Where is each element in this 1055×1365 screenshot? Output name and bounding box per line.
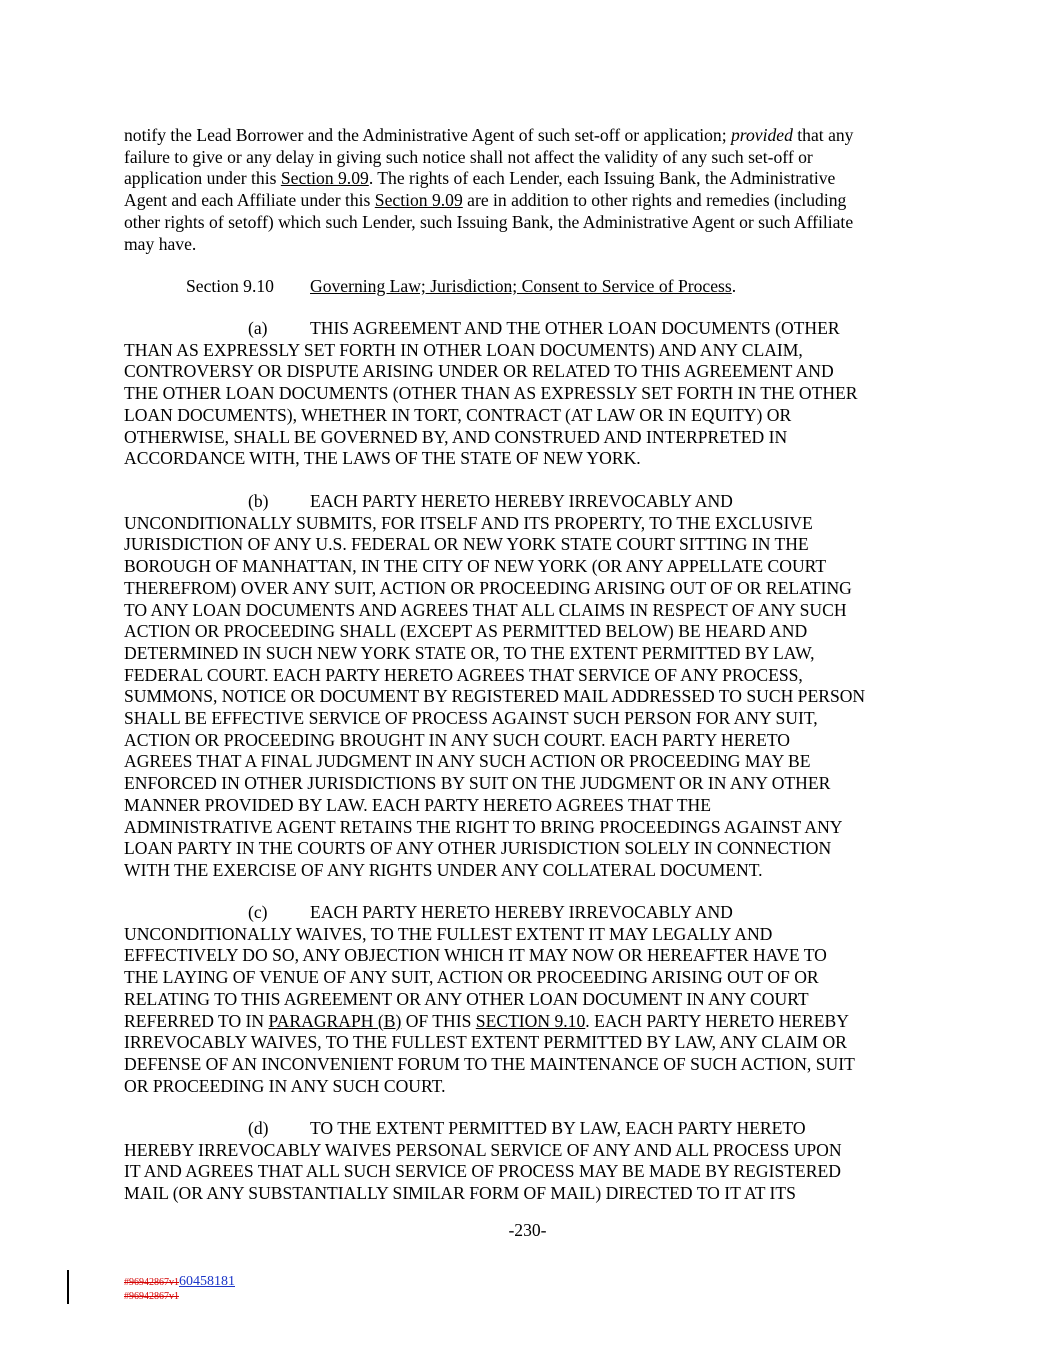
text-line: THE LAYING OF VENUE OF ANY SUIT, ACTION OR PROCEEDING ARISING OUT OF OR xyxy=(124,967,819,988)
paragraph-a xyxy=(124,318,930,470)
text-line: IRREVOCABLY WAIVES, TO THE FULLEST EXTENT PERMITTED BY LAW, ANY CLAIM OR xyxy=(124,1032,847,1053)
paragraph-label: (d) xyxy=(248,1118,269,1138)
text-line: LOAN PARTY IN THE COURTS OF ANY OTHER JURISDICTION SOLELY IN CONNECTION xyxy=(124,838,832,859)
text-line: MAIL (OR ANY SUBSTANTIALLY SIMILAR FORM OF MAIL) DIRECTED TO IT AT ITS xyxy=(124,1183,796,1204)
text-line: other rights of setoff) which such Lender, such Issuing Bank, the Administrative Agent or such Affiliate xyxy=(124,211,854,232)
text-line: REFERRED TO IN PARAGRAPH (B) OF THIS SECTION 9.10. EACH PARTY HERETO HEREBY xyxy=(124,1010,849,1031)
section-ref: Section 9.09 xyxy=(374,190,463,211)
paragraph-d xyxy=(124,1118,930,1205)
section-title: Governing Law; Jurisdiction; Consent to Service of Process xyxy=(310,276,732,296)
text-line: application under this Section 9.09. The rights of each Lender, each Issuing Bank, the Administrative xyxy=(124,168,836,189)
paragraph-c xyxy=(124,902,930,1097)
text-line: ACTION OR PROCEEDING SHALL (EXCEPT AS PERMITTED BELOW) BE HEARD AND xyxy=(124,621,808,642)
text-line: BOROUGH OF MANHATTAN, IN THE CITY OF NEW YORK (OR ANY APPELLATE COURT xyxy=(124,556,827,577)
text-line: TO ANY LOAN DOCUMENTS AND AGREES THAT ALL CLAIMS IN RESPECT OF ANY SUCH xyxy=(124,599,847,620)
text-line: SHALL BE EFFECTIVE SERVICE OF PROCESS AGAINST SUCH PERSON FOR ANY SUIT, xyxy=(124,708,818,729)
text-line: CONTROVERSY OR DISPUTE ARISING UNDER OR RELATED TO THIS AGREEMENT AND xyxy=(124,361,834,382)
text-line: OR PROCEEDING IN ANY SUCH COURT. xyxy=(124,1075,446,1096)
text-line: (c) EACH PARTY HERETO HEREBY IRREVOCABLY AND xyxy=(248,902,733,922)
section-number: Section 9.10 xyxy=(186,276,274,296)
text-line: LOAN DOCUMENTS), WHETHER IN TORT, CONTRACT (AT LAW OR IN EQUITY) OR xyxy=(124,404,792,425)
text-line: THAN AS EXPRESSLY SET FORTH IN OTHER LOAN DOCUMENTS) AND ANY CLAIM, xyxy=(124,339,803,360)
text-line: Agent and each Affiliate under this Section 9.09 are in addition to other rights and remedies (including xyxy=(124,190,847,211)
text-line: RELATING TO THIS AGREEMENT OR ANY OTHER LOAN DOCUMENT IN ANY COURT xyxy=(124,988,809,1009)
text-line: AGREES THAT A FINAL JUDGMENT IN ANY SUCH ACTION OR PROCEEDING MAY BE xyxy=(124,751,811,772)
text-line: DEFENSE OF AN INCONVENIENT FORUM TO THE MAINTENANCE OF SUCH ACTION, SUIT xyxy=(124,1053,855,1074)
text-line: ACTION OR PROCEEDING BROUGHT IN ANY SUCH COURT. EACH PARTY HERETO xyxy=(124,729,790,750)
text-line: ADMINISTRATIVE AGENT RETAINS THE RIGHT TO BRING PROCEEDINGS AGAINST ANY xyxy=(124,816,843,837)
section-ref: Section 9.09 xyxy=(280,168,369,189)
deleted-docid: #96942867v1 xyxy=(124,1291,179,1302)
inserted-docid: 60458181 xyxy=(179,1274,235,1289)
text-line: FEDERAL COURT. EACH PARTY HERETO AGREES THAT SERVICE OF ANY PROCESS, xyxy=(124,664,803,685)
text-line: (a) THIS AGREEMENT AND THE OTHER LOAN DOCUMENTS (OTHER xyxy=(248,318,840,338)
text-line: UNCONDITIONALLY WAIVES, TO THE FULLEST EXTENT IT MAY LEGALLY AND xyxy=(124,923,773,944)
paragraph-setoff-continuation xyxy=(124,125,930,255)
section-period: . xyxy=(731,276,737,296)
paragraph-label: (a) xyxy=(248,318,268,338)
paragraph-b xyxy=(124,491,930,882)
text-line: SUMMONS, NOTICE OR DOCUMENT BY REGISTERED MAIL ADDRESSED TO SUCH PERSON xyxy=(124,686,866,707)
page-number: -230- xyxy=(508,1220,547,1240)
text-line: failure to give or any delay in giving such notice shall not affect the validity of any such set-off or xyxy=(124,146,813,167)
text-line: MANNER PROVIDED BY LAW. EACH PARTY HERETO AGREES THAT THE xyxy=(124,794,711,815)
deleted-docid: #96942867v1 xyxy=(124,1277,179,1288)
text-line: (d) TO THE EXTENT PERMITTED BY LAW, EACH PARTY HERETO xyxy=(248,1118,806,1138)
section-ref: SECTION 9.10 xyxy=(475,1010,586,1031)
text-line: IT AND AGREES THAT ALL SUCH SERVICE OF PROCESS MAY BE MADE BY REGISTERED xyxy=(124,1161,841,1182)
text-line: WITH THE EXERCISE OF ANY RIGHTS UNDER ANY COLLATERAL DOCUMENT. xyxy=(124,859,763,880)
document-id xyxy=(124,1276,235,1289)
text-line: ACCORDANCE WITH, THE LAWS OF THE STATE OF NEW YORK. xyxy=(124,448,641,469)
text-line: ENFORCED IN OTHER JURISDICTIONS BY SUIT ON THE JUDGMENT OR IN ANY OTHER xyxy=(124,773,831,794)
document-id-2 xyxy=(124,1291,179,1303)
text-line: OTHERWISE, SHALL BE GOVERNED BY, AND CONSTRUED AND INTERPRETED IN xyxy=(124,426,788,447)
text-line: (b) EACH PARTY HERETO HEREBY IRREVOCABLY AND xyxy=(248,491,733,511)
provided-italic: provided xyxy=(731,125,793,145)
text-line: HEREBY IRREVOCABLY WAIVES PERSONAL SERVICE OF ANY AND ALL PROCESS UPON xyxy=(124,1139,842,1160)
text-line: THEREFROM) OVER ANY SUIT, ACTION OR PROCEEDING ARISING OUT OF OR RELATING xyxy=(124,577,852,598)
text-line: JURISDICTION OF ANY U.S. FEDERAL OR NEW YORK STATE COURT SITTING IN THE xyxy=(124,534,809,555)
section-heading xyxy=(186,276,736,298)
change-bar xyxy=(67,1270,69,1304)
paragraph-label: (b) xyxy=(248,491,269,511)
text-line: UNCONDITIONALLY SUBMITS, FOR ITSELF AND ITS PROPERTY, TO THE EXCLUSIVE xyxy=(124,512,813,533)
paragraph-ref: PARAGRAPH (B) xyxy=(268,1010,402,1031)
text-line: may have. xyxy=(124,233,197,254)
text-line: notify the Lead Borrower and the Administrative Agent of such set-off or application; provided that any xyxy=(124,125,854,145)
text-line: THE OTHER LOAN DOCUMENTS (OTHER THAN AS EXPRESSLY SET FORTH IN THE OTHER xyxy=(124,383,858,404)
text-line: DETERMINED IN SUCH NEW YORK STATE OR, TO THE EXTENT PERMITTED BY LAW, xyxy=(124,642,815,663)
text-line: EFFECTIVELY DO SO, ANY OBJECTION WHICH IT MAY NOW OR HEREAFTER HAVE TO xyxy=(124,945,827,966)
paragraph-label: (c) xyxy=(248,902,268,922)
